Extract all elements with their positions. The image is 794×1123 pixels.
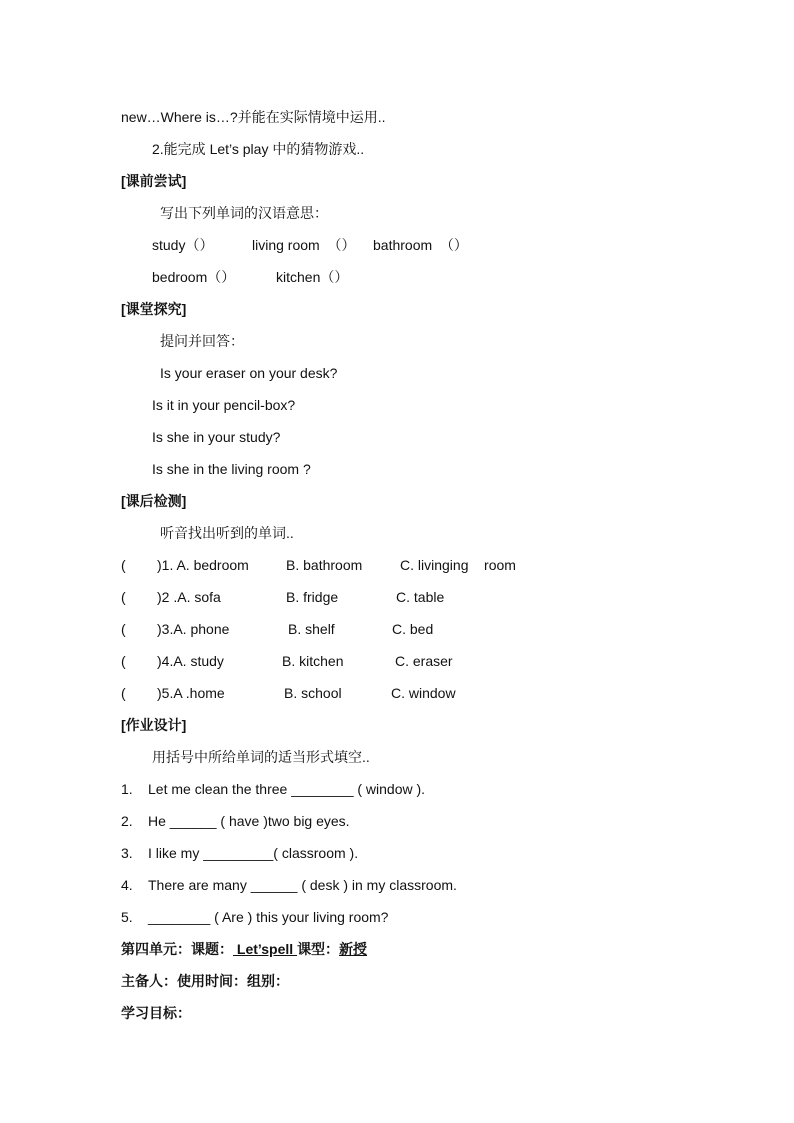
preview-word-kitchen: kitchen（） — [276, 269, 349, 285]
intro-line-2: 2.能完成 Let’s play 中的猜物游戏.. — [152, 141, 365, 157]
option-c: C. eraser — [395, 653, 453, 669]
heading-homework: [作业设计] — [121, 717, 187, 733]
class-question: Is she in the living room ? — [152, 461, 311, 477]
option-c: C. window — [391, 685, 456, 701]
preview-word-bathroom: bathroom （） — [373, 237, 468, 253]
option-a: )3.A. phone — [157, 621, 230, 637]
unit-prefix: 第四单元：课题： — [121, 941, 233, 957]
option-b: B. bathroom — [286, 557, 363, 573]
preview-word-bedroom: bedroom（） — [152, 269, 236, 285]
class-instruction: 提问并回答： — [160, 333, 244, 349]
homework-number: 3. — [121, 845, 133, 861]
option-a: )5.A .home — [157, 685, 225, 701]
option-c: C. livinging room — [400, 557, 516, 573]
intro-line-1: new…Where is…?并能在实际情境中运用.. — [121, 109, 386, 125]
answer-paren: ( — [121, 589, 126, 605]
answer-paren: ( — [121, 653, 126, 669]
class-question: Is she in your study? — [152, 429, 281, 445]
homework-number: 4. — [121, 877, 133, 893]
option-a: )2 .A. sofa — [157, 589, 221, 605]
preview-word-living-room: living room （） — [252, 237, 356, 253]
homework-sentence: ________ ( Are ) this your living room? — [148, 909, 389, 925]
unit-title-line — [121, 939, 367, 959]
homework-sentence: Let me clean the three ________ ( window ). — [148, 781, 426, 797]
option-b: B. fridge — [286, 589, 339, 605]
class-question: Is your eraser on your desk? — [160, 365, 338, 381]
unit-type-value: 新授 — [339, 941, 368, 957]
option-b: B. shelf — [288, 621, 335, 637]
option-c: C. table — [396, 589, 445, 605]
option-a: )1. A. bedroom — [157, 557, 249, 573]
heading-test: [课后检测] — [121, 493, 187, 509]
answer-paren: ( — [121, 557, 126, 573]
homework-number: 5. — [121, 909, 133, 925]
homework-sentence: There are many ______ ( desk ) in my classroom. — [148, 877, 457, 893]
unit-type-label: 课型： — [297, 941, 340, 957]
heading-preview: [课前尝试] — [121, 173, 187, 189]
homework-instruction: 用括号中所给单词的适当形式填空.. — [152, 749, 370, 765]
answer-paren: ( — [121, 685, 126, 701]
unit-topic: Let’spell — [233, 941, 298, 957]
test-instruction: 听音找出听到的单词.. — [160, 525, 294, 541]
option-a: )4.A. study — [157, 653, 224, 669]
heading-class: [课堂探究] — [121, 301, 187, 317]
homework-number: 2. — [121, 813, 133, 829]
homework-sentence: I like my _________( classroom ). — [148, 845, 359, 861]
unit-preparer-line: 主备人：使用时间：组别： — [121, 973, 289, 989]
option-c: C. bed — [392, 621, 434, 637]
answer-paren: ( — [121, 621, 126, 637]
homework-number: 1. — [121, 781, 133, 797]
preview-word-study: study（） — [152, 237, 214, 253]
option-b: B. kitchen — [282, 653, 344, 669]
preview-instruction: 写出下列单词的汉语意思： — [160, 205, 328, 221]
homework-sentence: He ______ ( have )two big eyes. — [148, 813, 350, 829]
unit-objectives-heading: 学习目标： — [121, 1005, 191, 1021]
option-b: B. school — [284, 685, 342, 701]
class-question: Is it in your pencil-box? — [152, 397, 296, 413]
